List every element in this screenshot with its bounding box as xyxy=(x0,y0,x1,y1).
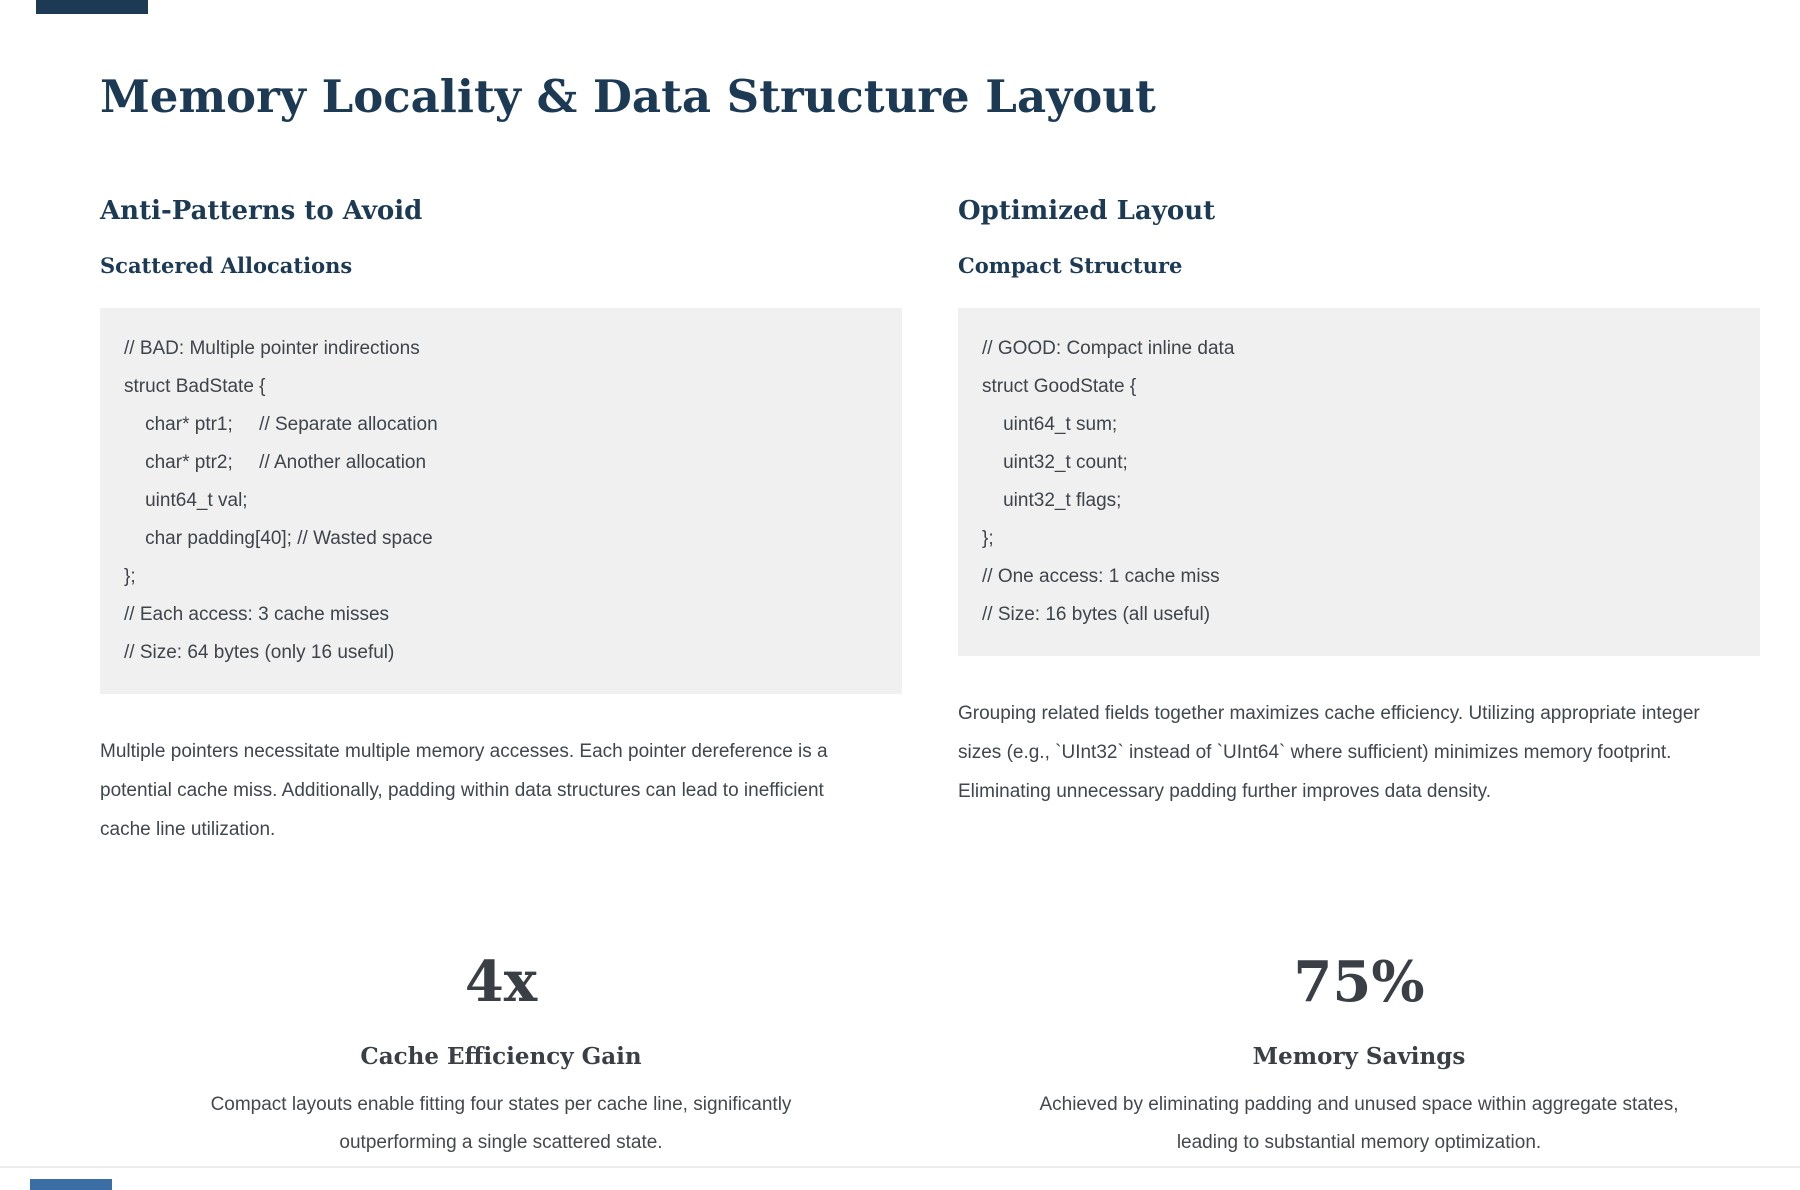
comparison-columns xyxy=(100,196,1760,868)
page-title: Memory Locality & Data Structure Layout xyxy=(100,70,1156,123)
code-line: char* ptr1; // Separate allocation xyxy=(124,414,438,436)
scattered-allocations-subheading: Scattered Allocations xyxy=(100,253,353,279)
code-line: // BAD: Multiple pointer indirections xyxy=(124,338,420,360)
optimized-layout-paragraph: Grouping related fields together maximizes cache efficiency. Utilizing appropriate integer sizes (e.g., `UInt32` instead of `UInt64` where sufficient) minimizes memory footprint. Eliminating unnecessary padding further improves data density. xyxy=(958,703,1700,803)
code-line: uint64_t sum; xyxy=(982,414,1118,436)
code-line: uint64_t val; xyxy=(124,490,248,512)
code-line: // GOOD: Compact inline data xyxy=(982,338,1235,360)
stats-row xyxy=(100,950,1760,1162)
column-anti-patterns xyxy=(100,196,902,868)
stat-label-memory-savings: Memory Savings xyxy=(1252,1042,1466,1070)
stat-memory-savings xyxy=(958,950,1760,1162)
anti-patterns-heading: Anti-Patterns to Avoid xyxy=(100,196,423,226)
bottom-edge-accent-bar xyxy=(30,1179,112,1190)
code-line: }; xyxy=(982,528,994,550)
optimized-layout-heading: Optimized Layout xyxy=(958,196,1216,226)
stat-description-memory-savings: Achieved by eliminating padding and unused space within aggregate states, leading to substantial memory optimization. xyxy=(1039,1094,1679,1154)
stat-cache-efficiency xyxy=(100,950,902,1162)
column-optimized-layout xyxy=(958,196,1760,868)
code-line: // Each access: 3 cache misses xyxy=(124,604,390,626)
code-line: struct GoodState { xyxy=(982,376,1137,398)
code-line: struct BadState { xyxy=(124,376,266,398)
code-line: }; xyxy=(124,566,136,588)
code-block-bad-state xyxy=(100,308,902,694)
code-line: char* ptr2; // Another allocation xyxy=(124,452,427,474)
compact-structure-subheading: Compact Structure xyxy=(958,253,1183,279)
code-line: // One access: 1 cache miss xyxy=(982,566,1220,588)
stat-value-memory-savings: 75% xyxy=(1293,949,1425,1016)
stat-label-cache-efficiency: Cache Efficiency Gain xyxy=(360,1042,642,1070)
code-line: char padding[40]; // Wasted space xyxy=(124,528,433,550)
code-line: uint32_t count; xyxy=(982,452,1128,474)
code-line: // Size: 16 bytes (all useful) xyxy=(982,604,1211,626)
stat-value-cache-efficiency: 4x xyxy=(464,949,538,1016)
code-line: // Size: 64 bytes (only 16 useful) xyxy=(124,642,395,664)
stat-description-cache-efficiency: Compact layouts enable fitting four states per cache line, significantly outperforming a single scattered state. xyxy=(210,1094,792,1154)
code-block-good-state xyxy=(958,308,1760,656)
top-edge-accent-bar xyxy=(36,0,148,14)
bottom-divider xyxy=(0,1166,1800,1168)
anti-patterns-paragraph: Multiple pointers necessitate multiple memory accesses. Each pointer dereference is a potential cache miss. Additionally, padding within data structures can lead to inefficient cache line utilization. xyxy=(100,741,828,841)
code-line: uint32_t flags; xyxy=(982,490,1122,512)
